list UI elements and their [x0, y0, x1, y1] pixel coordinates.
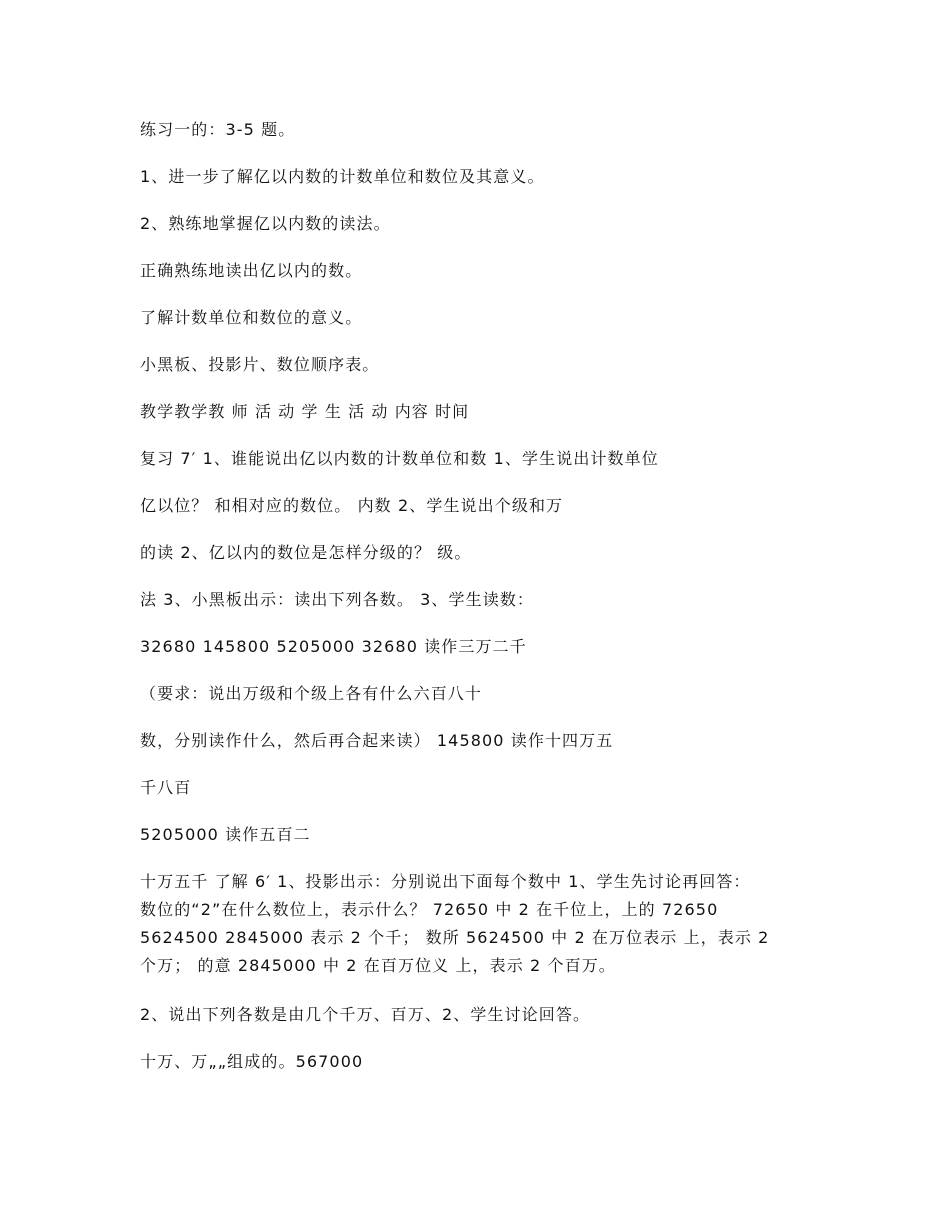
text-line: 数，分别读作什么，然后再合起来读） 145800 读作十四万五 — [140, 731, 614, 750]
text-line: （要求：说出万级和个级上各有什么六百八十 — [140, 684, 483, 703]
wrapped-paragraph — [140, 868, 830, 980]
text-line: 2、熟练地掌握亿以内数的读法。 — [140, 214, 391, 233]
text-line: 亿以位？ 和相对应的数位。 内数 2、学生说出个级和万 — [140, 496, 564, 515]
text-line: 的读 2、亿以内的数位是怎样分级的？ 级。 — [140, 543, 472, 562]
text-line: 了解计数单位和数位的意义。 — [140, 308, 363, 327]
text-line: 教学教学教 师 活 动 学 生 活 动 内容 时间 — [140, 402, 470, 421]
paragraph-line: 5624500 2845000 表示 2 个千； 数所 5624500 中 2 在万位表示 上，表示 2 — [140, 928, 770, 947]
text-line: 练习一的：3-5 题。 — [140, 120, 296, 139]
text-line: 1、进一步了解亿以内数的计数单位和数位及其意义。 — [140, 167, 545, 186]
text-line: 正确熟练地读出亿以内的数。 — [140, 261, 363, 280]
text-line: 十万、万„„组成的。567000 — [140, 1052, 364, 1071]
text-line: 2、说出下列各数是由几个千万、百万、2、学生讨论回答。 — [140, 1005, 591, 1024]
text-line: 32680 145800 5205000 32680 读作三万二千 — [140, 637, 527, 656]
text-line: 小黑板、投影片、数位顺序表。 — [140, 355, 380, 374]
text-line: 5205000 读作五百二 — [140, 825, 311, 844]
text-line: 千八百 — [140, 778, 192, 797]
text-line: 复习 7′ 1、谁能说出亿以内数的计数单位和数 1、学生说出计数单位 — [140, 449, 659, 468]
text-line: 法 3、小黑板出示：读出下列各数。 3、学生读数： — [140, 590, 535, 609]
paragraph-line: 十万五千 了解 6′ 1、投影出示：分别说出下面每个数中 1、学生先讨论再回答： — [140, 872, 751, 891]
paragraph-line: 数位的“2”在什么数位上，表示什么？ 72650 中 2 在千位上，上的 72650 — [140, 900, 719, 919]
paragraph-line: 个万； 的意 2845000 中 2 在百万位义 上，表示 2 个百万。 — [140, 956, 616, 975]
